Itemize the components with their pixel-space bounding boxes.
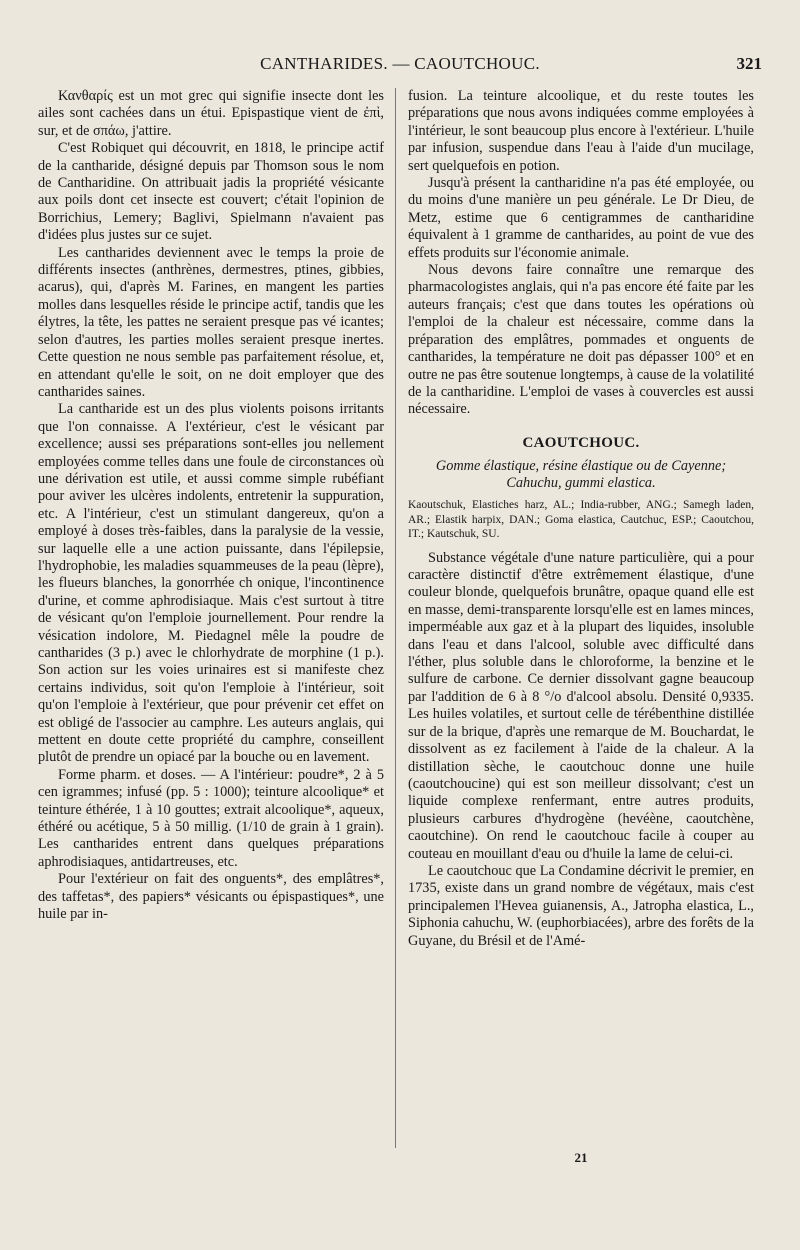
page-number: 321	[736, 54, 762, 73]
paragraph: Forme pharm. et doses. — A l'intérieur: poudre*, 2 à 5 cen igrammes; infusé (pp. 5 : 1000); teinture alcoolique* et teinture éthérée, 1 à 10 gouttes; extrait alcoolique*, aqueux, éthéré ou acétique, 5 à 50 millig. (1/10 de grain à 1 grain). Les cantharides entrent dans quelques préparations aphrodisiaques, antidartreuses, etc.	[38, 766, 384, 870]
synonyms-list: Kaoutschuk, Elastiches harz, AL.; India-rubber, ANG.; Samegh laden, AR.; Elastik harpix, DAN.; Goma elastica, Cautchuc, ESP.; Caoutchou, IT.; Kautschuk, SU.	[408, 499, 754, 541]
section-subtitle-line: Cahuchu, gummi elastica.	[506, 475, 656, 492]
page-header	[38, 48, 762, 78]
paragraph: Nous devons faire connaître une remarque des pharmacologistes anglais, qui n'a pas encore été faite par les auteurs français; c'est que dans toutes les opérations où l'emploi de la chaleur est nécessaire, comme dans la préparation des emplâtres, pommades et onguents de cantharides, la température ne doit pas dépasser 100° et en outre ne pas être soutenue longtemps, à cause de la volatilité de la cantharidine. L'emploi de vases à couvercles est aussi nécessaire.	[408, 262, 754, 418]
left-column	[38, 88, 384, 924]
column-divider	[395, 88, 396, 1148]
section-subtitle	[408, 458, 754, 492]
running-head: CANTHARIDES. — CAOUTCHOUC.	[260, 54, 540, 73]
paragraph: Substance végétale d'une nature particulière, qui a pour caractère distinctif d'être extrêmement élastique, d'une couleur blonde, quelquefois brunâtre, opaque quand elle est en masse, demi-transparente lorsqu'elle est en lames minces, imperméable aux gaz et à la plupart des liquides, insoluble dans l'eau et dans l'alcool, soluble avec difficulté dans l'éther, plus soluble dans le chloroforme, la benzine et le sulfure de carbone. Ce dernier dissolvant gagne beaucoup par l'addition de 6 à 8 °/o d'alcool absolu. Densité 0,9335. Les huiles volatiles, et surtout celle de térébenthine distillée sur de la brique, d'après une remarque de M. Bouchardat, le dissolvent as ez facilement à l'aide de la chaleur. A la distillation sèche, le caoutchouc donne une huile (caoutchoucine) qui est son meilleur dissolvant; c'est un liquide complexe renfermant, entre autres produits, plusieurs carbures d'hydrogène (hevéène, caoutchène, caoutchine). On rend le caoutchouc facile à couper au couteau en mouillant d'eau ou d'huile la lame de celui-ci.	[408, 549, 754, 862]
section-title: CAOUTCHOUC.	[522, 434, 640, 451]
right-column	[408, 88, 754, 950]
paragraph: Pour l'extérieur on fait des onguents*, des emplâtres*, des taffetas*, des papiers* vésicants ou épispastiques*, une huile par in-	[38, 871, 384, 923]
paragraph: Jusqu'à présent la cantharidine n'a pas été employée, ou du moins d'une manière un peu générale. Le Dr Dieu, de Metz, estime que 6 centigrammes de cantharidine équivalent à 1 gramme de cantharides, au point de vue des effets produits sur l'économie animale.	[408, 175, 754, 261]
paragraph: Les cantharides deviennent avec le temps la proie de différents insectes (anthrènes, dermestres, ptines, gibbies, acarus), qui, d'après M. Farines, en mangent les parties molles dans lesquelles réside le principe actif, tandis que les élytres, la tête, les pattes ne seraient presque pas vé icantes; selon d'autres, les parties molles seraient presque inertes. Cette question ne nous semble pas parfaitement résolue, et, en attendant qu'elle le soit, on ne doit employer que des cantharides saines.	[38, 244, 384, 400]
paragraph: La cantharide est un des plus violents poisons irritants que l'on connaisse. A l'extérieur, c'est le vésicant par excellence; aussi ses préparations sont-elles jou nellement employées comme telles dans une foule de circonstances où une dérivation est utile, et aussi comme simple rubéfiant pour aviver les ulcères indolents, entretenir la suppuration, etc. A l'intérieur, c'est un stimulant dangereux, qu'on a employé à doses très-faibles, dans la paralysie de la vessie, sur laquelle elle a une action puissante, dans l'épilepsie, l'hydrophobie, les maladies squammeuses de la peau (lèpre), les flueurs blanches, la gonorrhée ch onique, l'incontinence d'urine, et comme aphrodisiaque. Mais c'est surtout à titre de vésicant qu'on l'emploie journellement. Pour rendre la vésication indolore, M. Piedagnel mêle la poudre de cantharides (3 p.) avec le chlorhydrate de morphine (1 p.). Son action sur les voies urinaires est si manifeste chez certains individus, soit qu'on l'emploie à l'intérieur, soit qu'on l'emploie à l'extérieur, que pour prévenir cet effet on est obligé de l'associer au camphre. Les auteurs anglais, qui mettent en doute cette propriété du camphre, conseillent plutôt de prendre un opiacé par la bouche ou en lavement.	[38, 401, 384, 766]
section-subtitle-line: Gomme élastique, résine élastique ou de Cayenne;	[435, 458, 727, 475]
paragraph: Κανθαρίς est un mot grec qui signifie insecte dont les ailes sont cachées dans un étui. Epispastique vient de ἐπὶ, sur, et de σπάω, j'attire.	[38, 88, 384, 139]
signature-mark: 21	[574, 1150, 588, 1165]
paragraph: fusion. La teinture alcoolique, et du reste toutes les préparations que nous avons indiquées comme employées à l'intérieur, le sont beaucoup plus encore à l'extérieur. L'huile par infusion, suspendue dans l'eau à l'aide d'un mucilage, sert quelquefois en potion.	[408, 88, 754, 174]
paragraph: C'est Robiquet qui découvrit, en 1818, le principe actif de la cantharide, désigné depuis par Thomson sous le nom de Cantharidine. On attribuait jadis la propriété vésicante aux poils dont cet insecte est couvert; c'était l'opinion de Borrichius, Lemery; Baglivi, Spielmann n'avaient pas d'idées plus justes sur ce sujet.	[38, 140, 384, 244]
paragraph: Le caoutchouc que La Condamine décrivit le premier, en 1735, existe dans un grand nombre de végétaux, mais c'est principalemen l'Hevea guianensis, A., Jatropha elastica, L., Siphonia cahuchu, W. (euphorbiacées), arbre des forêts de la Guyane, du Brésil et de l'Amé-	[408, 862, 754, 949]
